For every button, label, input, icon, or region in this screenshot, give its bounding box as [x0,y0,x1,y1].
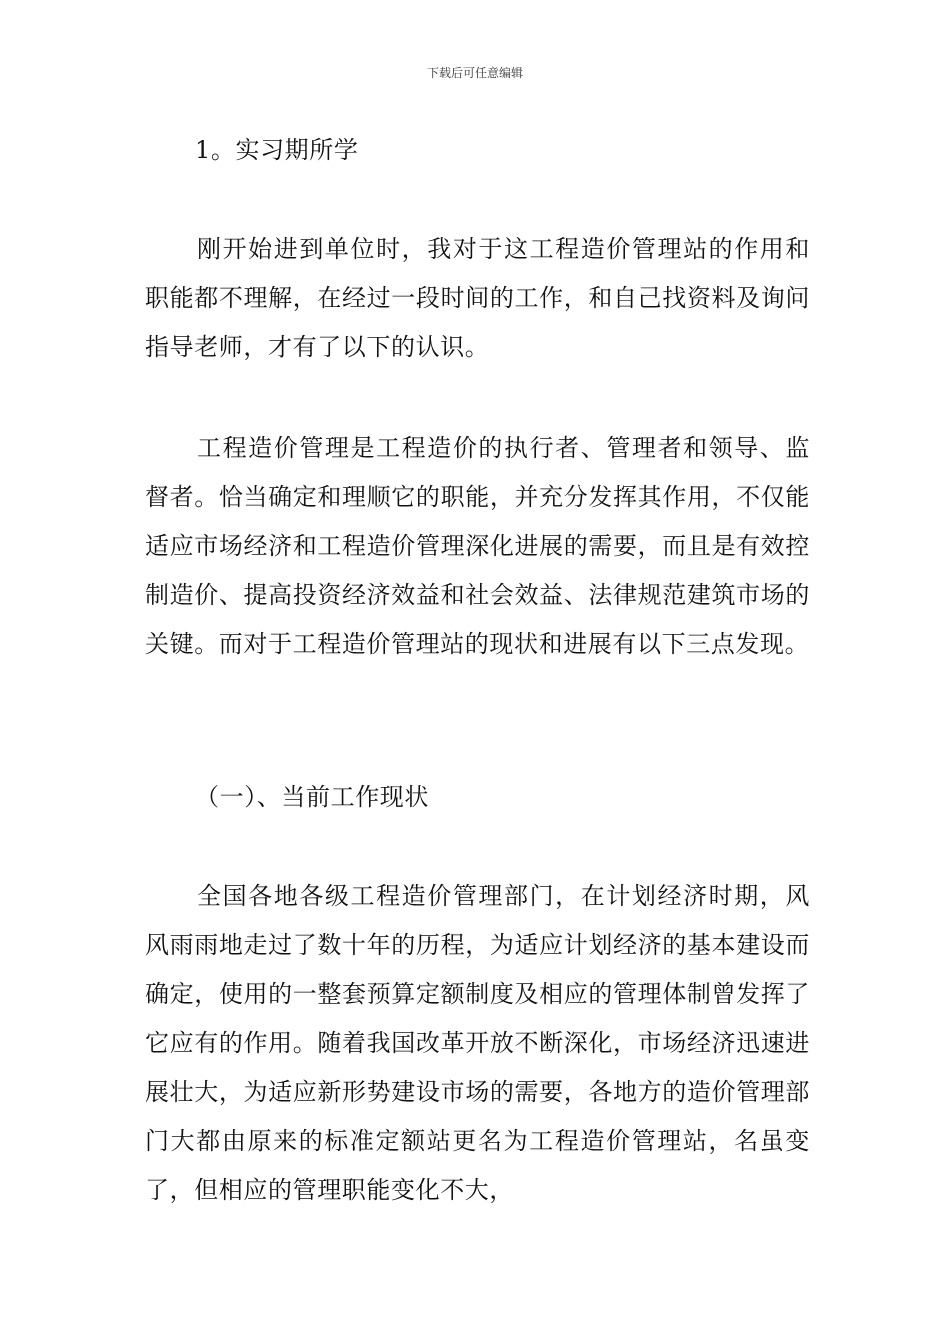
paragraph-1: 刚开始进到单位时，我对于这工程造价管理站的作用和职能都不理解，在经过一段时间的工作，和自己找资料及询问指导老师，才有了以下的认识。 [145,235,810,361]
page-header [0,65,950,81]
paragraph-2: 工程造价管理是工程造价的执行者、管理者和领导、监督者。恰当确定和理顺它的职能，并充分发挥其作用，不仅能适应市场经济和工程造价管理深化进展的需要，而且是有效控制造价、提高投资经济效益和社会效益、法律规范建筑市场的关键。而对于工程造价管理站的现状和进展有以下三点发现。 [145,434,810,658]
paragraph-3: 全国各地各级工程造价管理部门，在计划经济时期，风风雨雨地走过了数十年的历程，为适应计划经济的基本建设而确定，使用的一整套预算定额制度及相应的管理体制曾发挥了它应有的作用。随着我国改革开放不断深化，市场经济迅速进展壮大，为适应新形势建设市场的需要，各地方的造价管理部门大都由原来的标准定额站更名为工程造价管理站，名虽变了，但相应的管理职能变化不大， [145,882,810,1204]
section-heading-2: （一）、当前工作现状 [195,783,429,811]
header-text: 下载后可任意编辑 [426,66,523,80]
section-heading-1: 1。实习期所学 [195,136,359,164]
